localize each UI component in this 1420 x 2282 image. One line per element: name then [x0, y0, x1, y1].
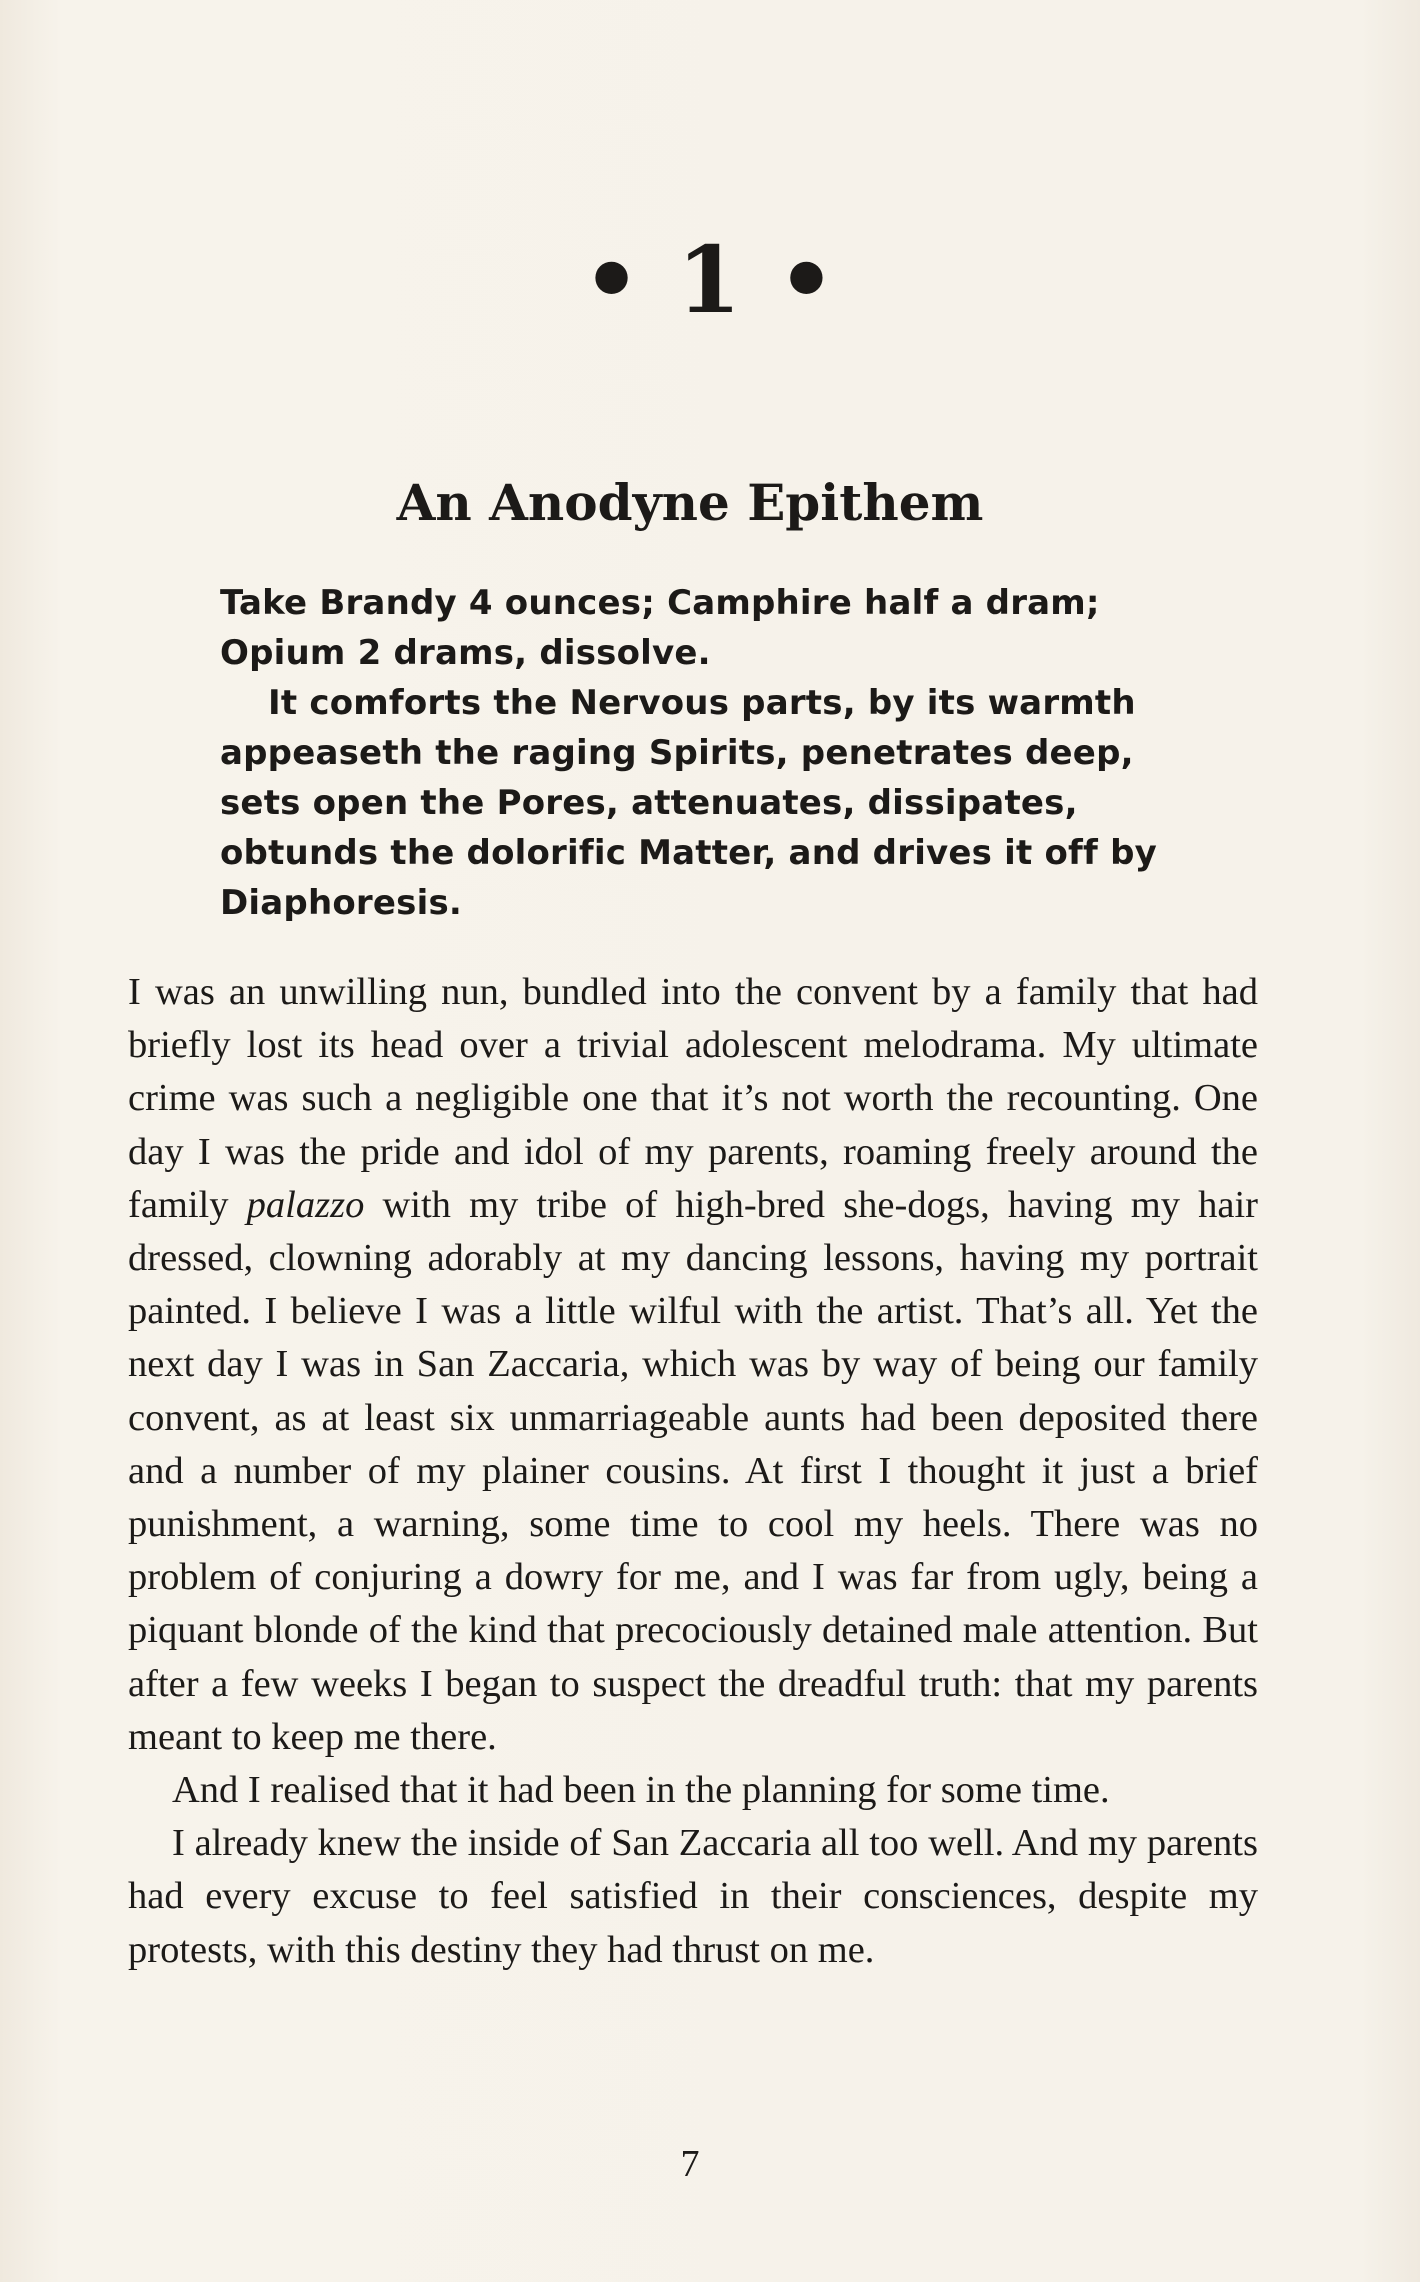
chapter-title: An Anodyne Epithem — [396, 473, 984, 532]
page-number: 7 — [680, 2143, 700, 2185]
paragraph-1-part-1: I was an unwilling nun, bundled into the convent by a family that had briefly lost its head over a trivial adolescent melodrama. My ultimate crime was such a negligible one that it’s not worth the recounting. One day I was the pride and idol of my parents, roaming freely around the family — [128, 971, 1258, 1226]
paragraph-1-italic-word: palazzo — [246, 1183, 365, 1226]
paragraph-3: I already knew the inside of San Zaccaria all too well. And my parents had every excuse to feel satisfied in their consciences, despite my protests, with this destiny they had thrust on me. — [128, 1822, 1258, 1971]
chapter-number: • 1 • — [582, 226, 838, 334]
body-text — [128, 966, 1258, 1977]
recipe-ingredients: Take Brandy 4 ounces; Camphire half a dram; Opium 2 drams, dissolve. — [220, 583, 1100, 673]
paragraph-2: And I realised that it had been in the planning for some time. — [172, 1769, 1110, 1812]
paragraph-1-part-2: with my tribe of high-bred she-dogs, having my hair dressed, clowning adorably at my dancing lessons, having my portrait painted. I believe I was a little wilful with the artist. That’s all. Yet the next day I was in San Zaccaria, which was by way of being our family convent, as at least six unmarriageable aunts had been deposited there and a number of my plainer cousins. At first I thought it just a brief punishment, a warning, some time to cool my heels. There was no problem of conjuring a dowry for me, and I was far from ugly, being a piquant blonde of the kind that precociously detained male attention. But after a few weeks I began to suspect the dreadful truth: that my parents meant to keep me there. — [128, 1183, 1258, 1758]
paragraph-1 — [128, 966, 1258, 1764]
recipe-epigraph — [220, 578, 1220, 928]
recipe-effects: It comforts the Nervous parts, by its warmth appeaseth the raging Spirits, penetrates deep, sets open the Pores, attenuates, dissipates, obtunds the dolorific Matter, and drives it off by Diaphoresis. — [220, 683, 1157, 923]
